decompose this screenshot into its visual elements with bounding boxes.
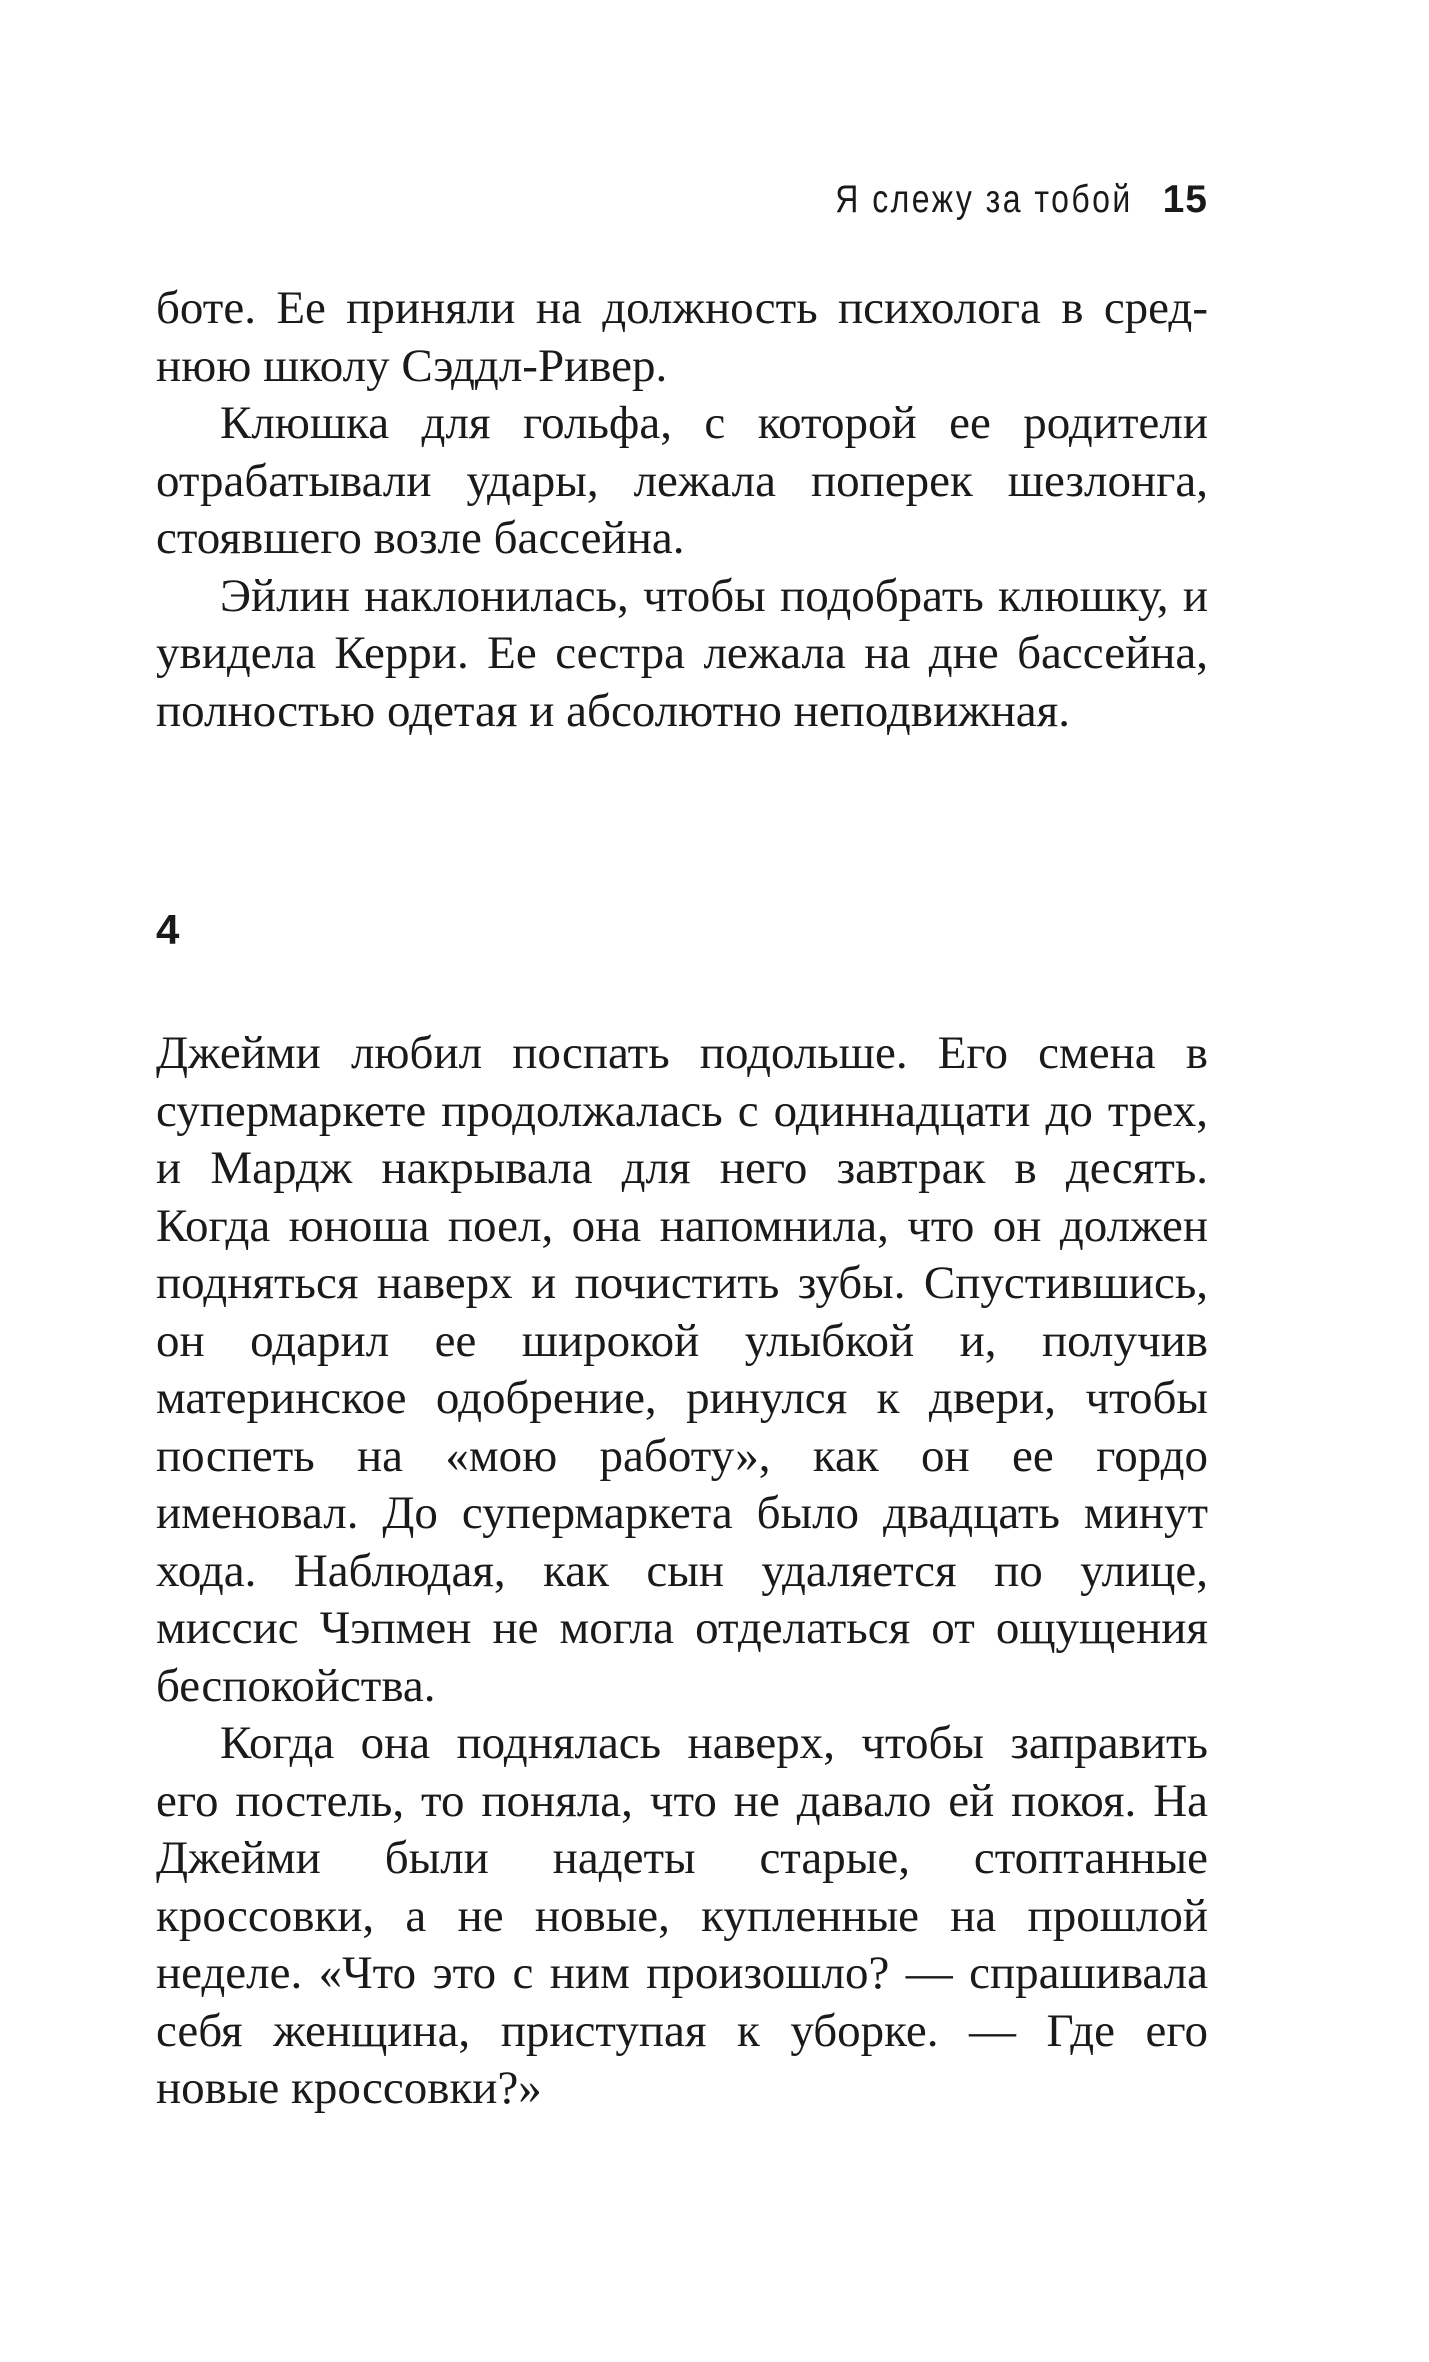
paragraph: Когда она поднялась наверх, чтобы заправить его постель, то поняла, что не давало ей покоя. На Джейми были надеты старые, стоптанные кроссовки, а не новые, купленные на прошлой неделе. «Что это с ним произошло? — спрашивала себя женщина, приступая к уборке. — Где его новые кроссовки?» [156, 1717, 1208, 2114]
chapter-number: 4 [156, 906, 180, 953]
text-block-continuation [156, 280, 1208, 740]
running-title: Я слежу за тобой [835, 178, 1133, 221]
paragraph: Джейми любил поспать подольше. Его смена в супермаркете продолжалась с одиннадцати до трех, и Мардж накрывала для него завтрак в десять. Когда юноша поел, она напомнила, что он должен подняться наверх и почистить зубы. Спустившись, он одарил ее широкой улыбкой и, получив материнское одобрение, ринулся к двери, чтобы поспеть на «мою работу», как он ее гордо именовал. До супермаркета было двадцать минут хода. Наблюдая, как сын удаляется по улице, миссис Чэпмен не могла отделаться от ощущения беспокойства. [156, 1027, 1208, 1712]
paragraph: боте. Ее приняли на должность психолога в среднюю школу Сэддл-Ривер. [156, 282, 1208, 392]
running-header [156, 178, 1208, 238]
paragraph: Клюшка для гольфа, с которой ее родители отрабатывали удары, лежала поперек шезлонга, стоявшего возле бассейна. [156, 397, 1208, 564]
text-block-chapter [156, 1025, 1208, 2118]
paragraph: Эйлин наклонилась, чтобы подобрать клюшку, и увидела Керри. Ее сестра лежала на дне бассейна, полностью одетая и абсолютно неподвижная. [156, 569, 1208, 737]
page-number: 15 [1162, 178, 1208, 221]
